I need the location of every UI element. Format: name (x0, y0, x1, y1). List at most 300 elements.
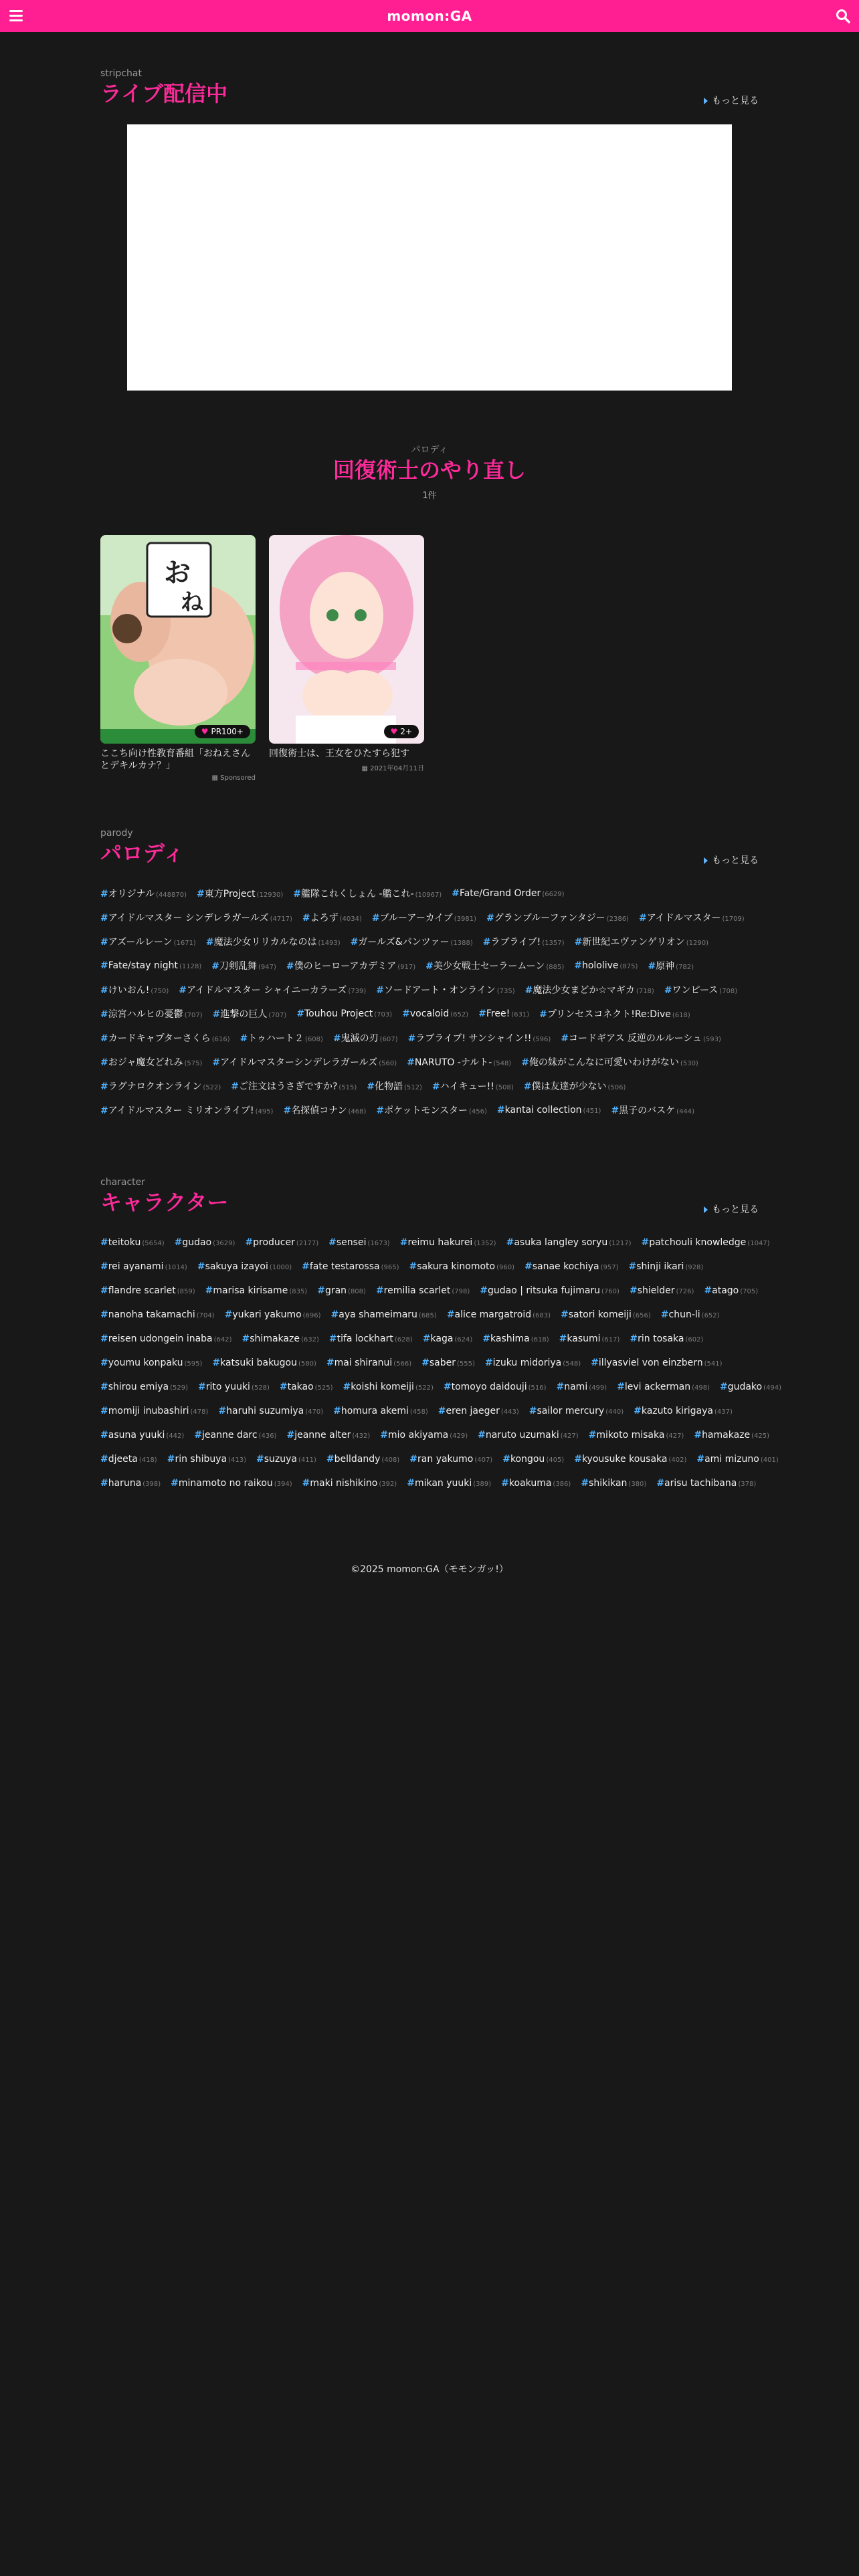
hash-icon: # (100, 1478, 108, 1489)
hash-icon: # (630, 1333, 638, 1344)
tag-link[interactable] (611, 1103, 694, 1117)
tag-link[interactable] (486, 911, 629, 924)
work-title[interactable]: 回復術士は、王女をひたすら犯す (269, 748, 409, 759)
hash-icon: # (286, 1430, 295, 1440)
tag-name: 魔法少女リリカルなのは (213, 937, 317, 948)
tag-name: sanae kochiya (532, 1261, 599, 1272)
hash-icon: # (317, 1285, 325, 1296)
hash-icon: # (660, 1309, 669, 1320)
tag-count: (522) (203, 1084, 221, 1091)
tag-count: (425) (751, 1432, 770, 1440)
tag-count: (683) (533, 1312, 551, 1319)
hash-icon: # (443, 1382, 452, 1392)
tag-link[interactable] (343, 1382, 434, 1392)
tag-name: Fate/stay night (108, 960, 179, 971)
tag-count: (618) (531, 1336, 549, 1344)
tag-link[interactable] (589, 1430, 684, 1440)
character-more-link[interactable]: もっと見る (704, 1202, 759, 1216)
tag-link[interactable] (167, 1454, 246, 1465)
tag-count: (575) (184, 1060, 203, 1067)
hash-icon: # (438, 1406, 446, 1416)
tag-name: reimu hakurei (407, 1237, 473, 1248)
tag-link[interactable] (402, 1008, 468, 1019)
tag-link[interactable] (100, 935, 196, 948)
tag-link[interactable] (485, 1358, 581, 1368)
tag-count: (515) (339, 1084, 357, 1091)
tag-count: (10967) (415, 891, 442, 899)
hamburger-icon[interactable] (9, 10, 23, 22)
hash-icon: # (719, 1382, 728, 1392)
tag-count: (451) (583, 1107, 601, 1115)
tag-name: rei ayanami (108, 1261, 164, 1272)
tag-link[interactable] (205, 1285, 308, 1296)
tag-link[interactable] (100, 1430, 184, 1440)
tag-link[interactable] (212, 1055, 397, 1069)
tag-link[interactable] (333, 1031, 398, 1045)
tag-name: alice margatroid (454, 1309, 532, 1320)
tag-name: hololive (581, 960, 619, 971)
tag-count: (566) (393, 1360, 412, 1368)
tag-name: flandre scarlet (108, 1285, 176, 1296)
tag-count: (1014) (165, 1264, 187, 1271)
tag-count: (478) (190, 1408, 209, 1416)
tag-count: (705) (740, 1288, 759, 1295)
tag-link[interactable] (211, 959, 276, 972)
tag-link[interactable] (497, 1105, 601, 1115)
tag-link[interactable] (326, 1358, 411, 1368)
tag-link[interactable] (100, 1079, 221, 1093)
tag-link[interactable] (447, 1309, 551, 1320)
hash-icon: # (197, 889, 205, 899)
tag-link[interactable] (478, 1008, 529, 1019)
tag-name: tomoyo daidouji (451, 1382, 527, 1392)
hash-icon: # (302, 1478, 310, 1489)
search-icon[interactable] (835, 8, 851, 24)
parody-more-link[interactable]: もっと見る (704, 853, 759, 867)
tag-name: ポケットモンスター (384, 1105, 468, 1116)
hash-icon: # (333, 1406, 341, 1416)
tag-name: nanoha takamachi (108, 1309, 195, 1320)
tag-link[interactable] (218, 1406, 323, 1416)
tag-name: mai shiranui (334, 1358, 393, 1368)
tag-name: sakura kinomoto (417, 1261, 496, 1272)
tag-link[interactable] (197, 1261, 292, 1272)
tag-link[interactable] (175, 1237, 235, 1248)
tag-link[interactable] (302, 911, 362, 924)
hash-icon: # (482, 937, 491, 948)
tag-count: (1047) (747, 1240, 770, 1247)
tag-link[interactable] (100, 911, 292, 924)
tag-link[interactable] (372, 911, 476, 924)
tag-count: (595) (184, 1360, 203, 1368)
tag-name: maki nishikino (310, 1478, 378, 1489)
tag-link[interactable] (664, 983, 737, 996)
tag-link[interactable] (100, 1454, 157, 1465)
tag-link[interactable] (331, 1309, 437, 1320)
tag-count: (628) (394, 1336, 413, 1344)
tag-name: haruhi suzumiya (226, 1406, 304, 1416)
tag-link[interactable] (213, 1007, 287, 1021)
hash-icon: # (478, 1430, 486, 1440)
tag-name: kashima (490, 1333, 530, 1344)
tag-link[interactable] (539, 1007, 690, 1021)
tag-link[interactable] (559, 1333, 620, 1344)
tag-link[interactable] (501, 1478, 571, 1489)
tag-name: プリンセスコネクト!Re:Dive (547, 1009, 671, 1020)
tag-count: (427) (560, 1432, 579, 1440)
tag-link[interactable] (100, 1055, 202, 1069)
tag-link[interactable] (409, 1454, 492, 1465)
tag-link[interactable] (524, 1261, 619, 1272)
tag-count: (389) (473, 1481, 492, 1488)
app-header (0, 0, 859, 32)
tag-link[interactable] (100, 1478, 161, 1489)
tag-link[interactable] (286, 1430, 370, 1440)
tag-link[interactable] (407, 1478, 491, 1489)
tag-count: (782) (676, 964, 694, 971)
tag-count: (429) (450, 1432, 468, 1440)
hash-icon: # (521, 1057, 529, 1068)
tag-row (100, 1447, 779, 1471)
hash-icon: # (581, 1478, 589, 1489)
tag-link[interactable] (639, 911, 745, 924)
hash-icon: # (330, 1309, 339, 1320)
tag-link[interactable] (231, 1079, 357, 1093)
tag-name: eren jaeger (446, 1406, 500, 1416)
tag-link[interactable] (438, 1406, 519, 1416)
hash-icon: # (218, 1406, 227, 1416)
tag-count: (608) (305, 1036, 323, 1043)
tag-link[interactable] (432, 1079, 514, 1093)
tag-name: 僕のヒーローアカデミア (294, 961, 397, 972)
tag-name: arisu tachibana (664, 1478, 737, 1489)
tag-link[interactable] (198, 1382, 270, 1392)
likes-badge (384, 725, 419, 738)
tag-count: (739) (348, 988, 367, 995)
hash-icon: # (664, 985, 672, 996)
tag-count: (957) (600, 1264, 619, 1271)
tag-name: aya shameimaru (339, 1309, 417, 1320)
hash-icon: # (446, 1309, 455, 1320)
tag-link[interactable] (696, 1454, 778, 1465)
tag-count: (726) (676, 1288, 694, 1295)
tag-count: (516) (528, 1384, 547, 1392)
tag-link[interactable] (376, 1285, 470, 1296)
tag-link[interactable] (179, 983, 366, 996)
hash-icon: # (559, 1333, 567, 1344)
tag-link[interactable] (100, 1031, 230, 1045)
tag-link[interactable] (328, 1237, 390, 1248)
hash-icon: # (478, 1008, 486, 1019)
tag-link[interactable] (296, 1008, 392, 1019)
tag-name: けいおん! (108, 985, 150, 996)
tag-count: (418) (138, 1457, 157, 1464)
tag-name: 黒子のバスケ (619, 1105, 676, 1116)
tag-name: sakuya izayoi (205, 1261, 268, 1272)
tag-name: katsuki bakugou (220, 1358, 297, 1368)
calendar-icon: ▦ (361, 765, 368, 772)
tag-link[interactable] (525, 983, 654, 996)
tag-link[interactable] (661, 1309, 720, 1320)
tag-link[interactable] (529, 1406, 624, 1416)
tag-link[interactable] (100, 1103, 273, 1117)
tag-count: (380) (628, 1481, 647, 1488)
tag-link[interactable] (100, 983, 169, 996)
tag-count: (656) (632, 1312, 651, 1319)
tag-link[interactable] (333, 1406, 428, 1416)
tag-link[interactable] (574, 960, 638, 971)
tag-name: tifa lockhart (337, 1333, 393, 1344)
tag-name: levi ackerman (624, 1382, 691, 1392)
tag-link[interactable] (194, 1430, 276, 1440)
parody-section-title: パロディ (100, 841, 185, 866)
tag-count: (707) (268, 1012, 287, 1019)
tag-name: koakuma (508, 1478, 552, 1489)
tag-count: (965) (381, 1264, 399, 1271)
tag-link[interactable] (400, 1237, 496, 1248)
hash-icon: # (561, 1309, 569, 1320)
tag-link[interactable] (326, 1454, 399, 1465)
tag-link[interactable] (100, 1309, 215, 1320)
tag-name: ラグナロクオンライン (108, 1081, 202, 1092)
tag-link[interactable] (629, 1261, 704, 1272)
tag-link[interactable] (591, 1358, 722, 1368)
tag-link[interactable] (524, 1079, 626, 1093)
tag-link[interactable] (444, 1382, 547, 1392)
tag-name: naruto uzumaki (485, 1430, 559, 1440)
hash-icon: # (407, 1057, 415, 1068)
tag-name: reisen udongein inaba (108, 1333, 213, 1344)
tag-link[interactable] (376, 983, 514, 996)
hash-icon: # (100, 1430, 108, 1440)
tag-link[interactable] (302, 1478, 397, 1489)
tag-link[interactable] (367, 1079, 422, 1093)
tag-link[interactable] (421, 1358, 475, 1368)
tag-name: momiji inubashiri (108, 1406, 189, 1416)
tag-name: 原神 (656, 961, 675, 972)
hash-icon: # (302, 1261, 310, 1272)
tag-link[interactable] (171, 1478, 292, 1489)
footer-copyright: ©2025 momon:GA（モモンガッ!） (351, 1564, 508, 1575)
character-tag-list (100, 1230, 781, 1495)
hash-icon: # (100, 1009, 108, 1020)
tag-count: (735) (496, 988, 515, 995)
tag-link[interactable] (480, 1285, 619, 1296)
tag-link[interactable] (704, 1285, 758, 1296)
tag-count: (378) (738, 1481, 757, 1488)
tag-link[interactable] (100, 1237, 165, 1248)
tag-link[interactable] (557, 1382, 607, 1392)
tag-link[interactable] (225, 1309, 321, 1320)
tag-link[interactable] (478, 1430, 579, 1440)
tag-row (100, 1279, 759, 1303)
tag-name: 艦隊これくしょん -艦これ- (301, 889, 414, 899)
tag-count: (442) (166, 1432, 185, 1440)
tag-count: (548) (493, 1060, 512, 1067)
tag-link[interactable] (317, 1285, 366, 1296)
work-meta (100, 774, 256, 782)
tag-name: chun-li (668, 1309, 700, 1320)
tag-link[interactable] (329, 1333, 413, 1344)
tag-link[interactable] (502, 1454, 564, 1465)
tag-name: mikoto misaka (596, 1430, 665, 1440)
hash-icon: # (696, 1454, 705, 1465)
tag-link[interactable] (380, 1430, 468, 1440)
hash-icon: # (197, 1261, 205, 1272)
tag-link[interactable] (574, 1454, 686, 1465)
tag-link[interactable] (641, 1237, 769, 1248)
work-title[interactable]: ここち向け性教育番組「おねえさんとデキルカナ？」 (100, 748, 250, 771)
tag-name: ハイキュー!! (440, 1081, 494, 1092)
tag-name: Free! (486, 1008, 510, 1019)
tag-count: (808) (348, 1288, 366, 1295)
tag-count: (432) (352, 1432, 371, 1440)
tag-link[interactable] (561, 1309, 651, 1320)
tag-count: (875) (619, 963, 638, 970)
hash-icon: # (286, 961, 294, 972)
tag-count: (530) (680, 1060, 698, 1067)
tag-link[interactable] (293, 887, 442, 900)
tag-link[interactable] (452, 888, 564, 899)
tag-name: izuku midoriya (492, 1358, 562, 1368)
hash-icon: # (496, 1105, 505, 1115)
hash-icon: # (629, 1285, 638, 1296)
tag-link[interactable] (720, 1382, 781, 1392)
tag-link[interactable] (376, 1103, 487, 1117)
tag-count: (392) (379, 1481, 397, 1488)
tag-count: (1493) (318, 940, 341, 947)
tag-link[interactable] (100, 1358, 202, 1368)
tag-count: (1388) (450, 940, 473, 947)
tag-row (100, 1375, 781, 1399)
tag-link[interactable] (283, 1103, 366, 1117)
tag-name: rin tosaka (638, 1333, 684, 1344)
tag-link[interactable] (506, 1237, 632, 1248)
tag-link[interactable] (408, 1031, 551, 1045)
tag-name: ご注文はうさぎですか? (238, 1081, 338, 1092)
tag-row (100, 1471, 759, 1495)
tag-link[interactable] (630, 1333, 703, 1344)
featured-title[interactable]: 回復術士のやり直し (332, 457, 526, 483)
tag-link[interactable] (425, 959, 564, 972)
tag-link[interactable] (100, 1382, 188, 1392)
work-card[interactable] (269, 535, 424, 772)
tag-link[interactable] (575, 935, 708, 948)
tag-link[interactable] (100, 1007, 203, 1021)
tag-name: Fate/Grand Order (459, 888, 541, 899)
tag-link[interactable] (483, 935, 565, 948)
tag-count: (580) (298, 1360, 316, 1368)
tag-link[interactable] (409, 1261, 514, 1272)
tag-name: おジャ魔女どれみ (108, 1057, 183, 1068)
tag-count: (498) (692, 1384, 710, 1392)
tag-link[interactable] (521, 1055, 698, 1069)
tag-link[interactable] (286, 959, 415, 972)
tag-name: homura akemi (341, 1406, 409, 1416)
work-thumbnail[interactable] (269, 535, 424, 744)
hash-icon: # (100, 1333, 108, 1344)
tag-link[interactable] (561, 1031, 721, 1045)
tag-link[interactable] (694, 1430, 769, 1440)
tag-count: (528) (251, 1384, 270, 1392)
tag-name: kasumi (567, 1333, 601, 1344)
tag-link[interactable] (100, 960, 201, 971)
hash-icon: # (194, 1430, 203, 1440)
heart-icon: ♥ (201, 727, 209, 736)
hash-icon: # (100, 1406, 108, 1416)
tag-name: オリジナル (108, 889, 155, 899)
tag-link[interactable] (100, 1261, 187, 1272)
tag-link[interactable] (240, 1031, 323, 1045)
tag-link[interactable] (100, 1333, 232, 1344)
tag-link[interactable] (280, 1382, 333, 1392)
tag-count: (798) (452, 1288, 470, 1295)
tag-link[interactable] (256, 1454, 316, 1465)
tag-row (100, 1050, 759, 1074)
tag-link[interactable] (423, 1333, 473, 1344)
hash-icon: # (656, 1478, 665, 1489)
tag-name: producer (253, 1237, 295, 1248)
work-thumbnail[interactable] (100, 535, 256, 744)
tag-count: (394) (274, 1481, 292, 1488)
tag-count: (411) (298, 1457, 316, 1464)
tag-count: (468) (348, 1108, 367, 1115)
tag-link[interactable] (581, 1478, 646, 1489)
tag-link[interactable] (206, 935, 341, 948)
tag-link[interactable] (302, 1261, 399, 1272)
tag-link[interactable] (617, 1382, 710, 1392)
site-logo[interactable]: momon:GA (387, 8, 472, 24)
tag-link[interactable] (634, 1406, 733, 1416)
hash-icon: # (328, 1333, 337, 1344)
character-section-header (100, 1177, 759, 1216)
hash-icon: # (556, 1382, 565, 1392)
hash-icon: # (484, 1358, 493, 1368)
tag-count: (1709) (722, 916, 745, 923)
tag-count: (398) (142, 1481, 161, 1488)
tag-count: (408) (381, 1457, 400, 1464)
live-stream-embed[interactable] (127, 124, 732, 391)
tag-name: yukari yakumo (232, 1309, 302, 1320)
tag-link[interactable] (656, 1478, 756, 1489)
tag-count: (448870) (156, 891, 187, 899)
tag-name: Touhou Project (304, 1008, 373, 1019)
tag-link[interactable] (482, 1333, 549, 1344)
tag-name: ワンピース (672, 985, 719, 996)
live-more-link[interactable]: もっと見る (704, 94, 759, 107)
tag-name: sensei (336, 1237, 367, 1248)
tag-link[interactable] (197, 887, 283, 900)
tag-link[interactable] (100, 887, 187, 900)
tag-link[interactable] (100, 1406, 208, 1416)
tag-link[interactable] (212, 1358, 316, 1368)
hash-icon: # (100, 913, 108, 924)
hash-icon: # (638, 913, 647, 924)
tag-link[interactable] (351, 935, 473, 948)
tag-count: (525) (314, 1384, 333, 1392)
tag-count: (401) (760, 1457, 779, 1464)
tag-name: カードキャプターさくら (108, 1033, 211, 1044)
tag-count: (1673) (367, 1240, 390, 1247)
tag-link[interactable] (100, 1285, 195, 1296)
tag-link[interactable] (242, 1333, 319, 1344)
work-card[interactable] (100, 535, 256, 782)
tag-link[interactable] (630, 1285, 694, 1296)
tag-link[interactable] (648, 959, 694, 972)
tag-link[interactable] (245, 1237, 318, 1248)
tag-link[interactable] (407, 1055, 511, 1069)
hash-icon: # (212, 1057, 221, 1068)
